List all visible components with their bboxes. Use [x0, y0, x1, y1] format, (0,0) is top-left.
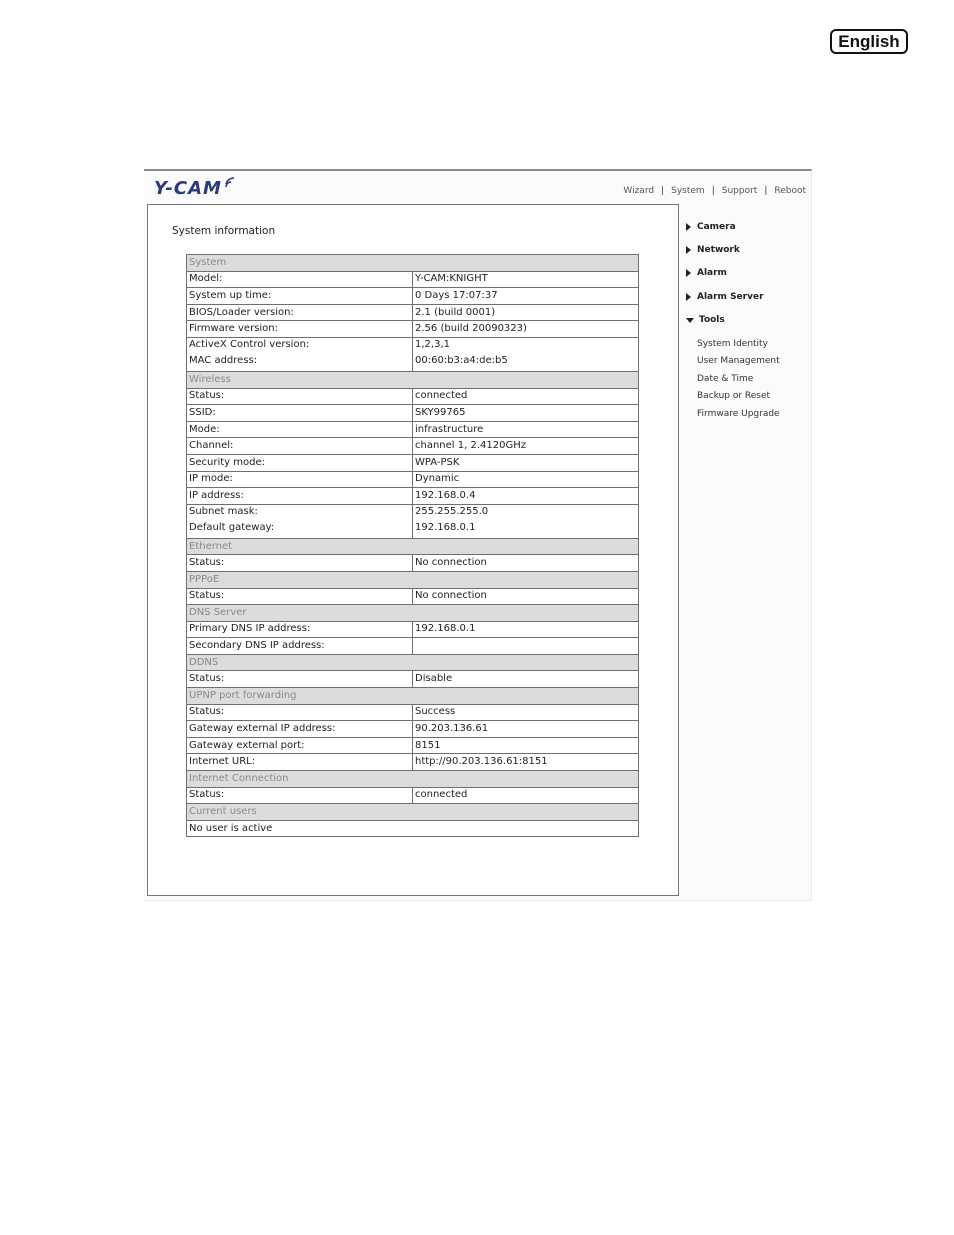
section-header-row — [187, 605, 639, 622]
table-row — [187, 555, 639, 572]
key-cell: Gateway external IP address: — [187, 721, 413, 738]
value-cell: No connection — [413, 588, 639, 605]
sidebar-item-alarm-server[interactable] — [686, 285, 806, 308]
table-row — [187, 337, 639, 371]
tools-submenu — [697, 336, 806, 423]
system-info-table — [186, 254, 639, 837]
nav-separator: | — [711, 186, 715, 196]
sidebar-item-label: Network — [697, 245, 740, 256]
key-cell — [187, 504, 413, 538]
table-row — [187, 488, 639, 505]
section-header: Wireless — [187, 371, 639, 388]
value-label: 192.168.0.1 — [415, 522, 476, 534]
value-cell: http://90.203.136.61:8151 — [413, 754, 639, 771]
table-row — [187, 588, 639, 605]
section-header: Internet Connection — [187, 771, 639, 788]
value-cell: infrastructure — [413, 421, 639, 438]
key-cell: SSID: — [187, 405, 413, 422]
triangle-down-icon — [686, 318, 694, 323]
table-row — [187, 304, 639, 321]
key-cell — [187, 337, 413, 371]
key-cell: Mode: — [187, 421, 413, 438]
table-row — [187, 471, 639, 488]
table-row — [187, 504, 639, 538]
section-header: PPPoE — [187, 571, 639, 588]
table-row — [187, 405, 639, 422]
section-header-row — [187, 571, 639, 588]
section-header: Ethernet — [187, 538, 639, 555]
key-cell: IP address: — [187, 488, 413, 505]
nav-separator: | — [661, 186, 665, 196]
value-cell — [413, 337, 639, 371]
submenu-system-identity[interactable]: System Identity — [697, 338, 768, 349]
language-badge: English — [830, 29, 908, 54]
sidebar-item-alarm[interactable] — [686, 262, 806, 285]
key-cell: Gateway external port: — [187, 737, 413, 754]
table-row — [187, 638, 639, 655]
section-header: UPNP port forwarding — [187, 688, 639, 705]
triangle-right-icon — [686, 246, 691, 254]
triangle-right-icon — [686, 293, 691, 301]
value-cell: WPA-PSK — [413, 454, 639, 471]
submenu-firmware-upgrade[interactable]: Firmware Upgrade — [697, 408, 780, 419]
sidebar-menu — [686, 215, 806, 423]
table-row — [187, 321, 639, 338]
value-cell: Dynamic — [413, 471, 639, 488]
sidebar-item-label: Camera — [697, 221, 736, 232]
full-width-cell: No user is active — [187, 820, 639, 837]
sidebar-item-label: Tools — [699, 315, 725, 326]
sidebar-item-network[interactable] — [686, 238, 806, 261]
key-cell: Status: — [187, 787, 413, 804]
key-label: Subnet mask: — [189, 505, 258, 517]
key-cell: Security mode: — [187, 454, 413, 471]
section-header-row — [187, 371, 639, 388]
wifi-signal-icon — [224, 176, 238, 190]
section-header-row — [187, 654, 639, 671]
key-cell: Secondary DNS IP address: — [187, 638, 413, 655]
value-cell: 90.203.136.61 — [413, 721, 639, 738]
key-cell: IP mode: — [187, 471, 413, 488]
nav-separator: | — [764, 186, 768, 196]
logo-text: Y-CAM — [154, 178, 222, 199]
sidebar-item-tools[interactable] — [686, 309, 806, 332]
key-cell: Firmware version: — [187, 321, 413, 338]
value-cell: connected — [413, 787, 639, 804]
section-header: DNS Server — [187, 605, 639, 622]
triangle-right-icon — [686, 223, 691, 231]
table-row — [187, 421, 639, 438]
value-cell: 2.1 (build 0001) — [413, 304, 639, 321]
sidebar-item-camera[interactable] — [686, 215, 806, 238]
value-cell: connected — [413, 388, 639, 405]
nav-reboot-link[interactable]: Reboot — [774, 186, 806, 196]
section-header: DDNS — [187, 654, 639, 671]
sidebar-item-label: Alarm Server — [697, 291, 764, 302]
nav-support-link[interactable]: Support — [721, 186, 758, 196]
table-row — [187, 704, 639, 721]
key-label: ActiveX Control version: — [189, 338, 310, 350]
table-row — [187, 271, 639, 288]
key-label: Default gateway: — [189, 522, 275, 534]
section-header-row — [187, 804, 639, 821]
value-label: 255.255.255.0 — [415, 505, 489, 517]
value-label: 1,2,3,1 — [415, 338, 450, 350]
key-cell: Status: — [187, 704, 413, 721]
value-cell — [413, 638, 639, 655]
value-cell: channel 1, 2.4120GHz — [413, 438, 639, 455]
value-cell: 0 Days 17:07:37 — [413, 288, 639, 305]
table-row — [187, 820, 639, 837]
key-cell: Status: — [187, 588, 413, 605]
table-row — [187, 621, 639, 638]
key-cell: Status: — [187, 388, 413, 405]
top-navigation — [623, 186, 806, 196]
table-row — [187, 388, 639, 405]
submenu-backup-reset[interactable]: Backup or Reset — [697, 391, 771, 402]
key-label: MAC address: — [189, 355, 258, 367]
value-cell: Y-CAM:KNIGHT — [413, 271, 639, 288]
value-cell: SKY99765 — [413, 405, 639, 422]
submenu-date-time[interactable]: Date & Time — [697, 373, 754, 384]
page-title: System information — [172, 225, 276, 237]
key-cell: Status: — [187, 671, 413, 688]
value-cell: Disable — [413, 671, 639, 688]
key-cell: System up time: — [187, 288, 413, 305]
section-header-row — [187, 255, 639, 272]
triangle-right-icon — [686, 269, 691, 277]
value-cell: 192.168.0.1 — [413, 621, 639, 638]
section-header: Current users — [187, 804, 639, 821]
value-cell: No connection — [413, 555, 639, 572]
table-row — [187, 454, 639, 471]
key-cell: Status: — [187, 555, 413, 572]
key-cell: Model: — [187, 271, 413, 288]
value-cell — [413, 504, 639, 538]
key-cell: Channel: — [187, 438, 413, 455]
key-cell: Internet URL: — [187, 754, 413, 771]
table-row — [187, 288, 639, 305]
value-cell: 8151 — [413, 737, 639, 754]
table-row — [187, 754, 639, 771]
table-row — [187, 721, 639, 738]
ycam-logo — [154, 178, 238, 199]
nav-system-link[interactable]: System — [671, 186, 705, 196]
value-cell: Success — [413, 704, 639, 721]
section-header-row — [187, 771, 639, 788]
key-cell: BIOS/Loader version: — [187, 304, 413, 321]
value-cell: 192.168.0.4 — [413, 488, 639, 505]
table-row — [187, 671, 639, 688]
table-row — [187, 787, 639, 804]
key-cell: Primary DNS IP address: — [187, 621, 413, 638]
submenu-user-management[interactable]: User Management — [697, 356, 780, 367]
table-row — [187, 438, 639, 455]
value-label: 00:60:b3:a4:de:b5 — [415, 355, 508, 367]
section-header: System — [187, 255, 639, 272]
nav-wizard-link[interactable]: Wizard — [623, 186, 655, 196]
section-header-row — [187, 538, 639, 555]
sidebar-item-label: Alarm — [697, 268, 727, 279]
table-row — [187, 737, 639, 754]
section-header-row — [187, 688, 639, 705]
value-cell: 2.56 (build 20090323) — [413, 321, 639, 338]
